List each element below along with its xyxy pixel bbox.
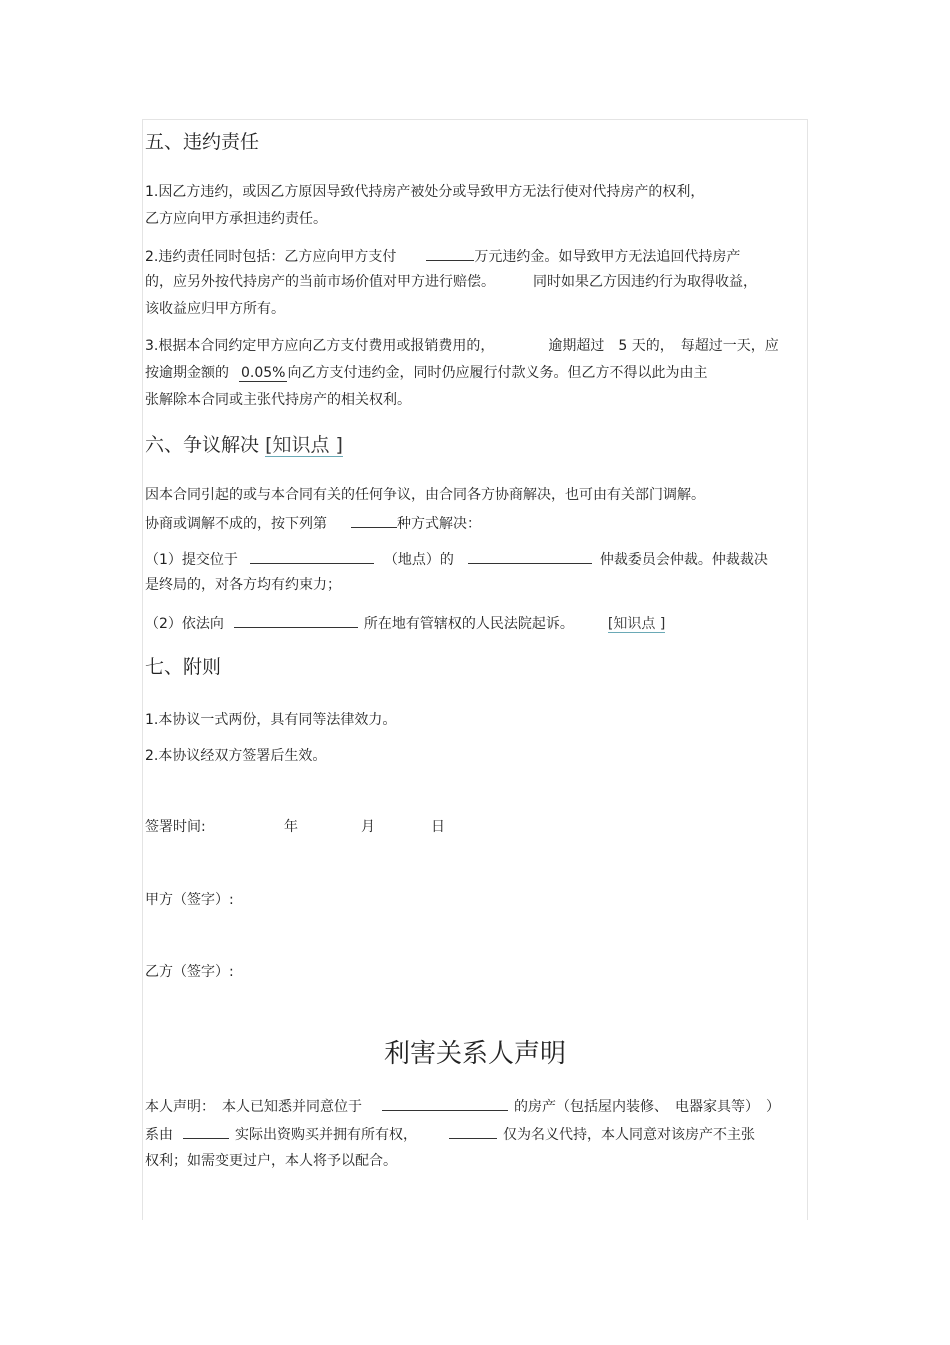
arbitration-committee-blank [468, 549, 592, 564]
declaration-text-b: 的房产（包括屋内装修、 电器家具等） ） [514, 1099, 780, 1115]
signing-day-label: 日 [431, 819, 445, 835]
declaration-text-a: 本人声明： 本人已知悉并同意位于 [145, 1099, 362, 1115]
s5-clause-2-line-1 [145, 246, 740, 266]
s6-para-text-b: 种方式解决： [397, 516, 481, 532]
s6-para-line-2 [145, 513, 481, 533]
s6-option-1-text-c: 仲裁委员会仲裁。仲裁裁决 [599, 552, 768, 568]
s5-clause-1-line-2: 乙方应向甲方承担违约责任。 [145, 211, 327, 227]
s6-option-2-text-a: （2）依法向 [145, 616, 224, 632]
s5-clause-3-line-3: 张解除本合同或主张代持房产的相关权利。 [145, 392, 411, 408]
s5-clause-3-line-1 [145, 337, 779, 355]
s6-para-line-1: 因本合同引起的或与本合同有关的任何争议，由合同各方协商解决，也可由有关部门调解。 [145, 487, 705, 503]
penalty-amount-blank [426, 246, 474, 261]
s6-option-2-line [145, 613, 665, 633]
s5-clause-3-text-d: 向乙方支付违约金，同时仍应履行付款义务。但乙方不得以此为由主 [287, 365, 708, 381]
owner-name-blank [183, 1124, 229, 1139]
nominee-name-blank [449, 1124, 497, 1139]
section-6-heading-row [145, 433, 343, 457]
s7-clause-2: 2.本协议经双方签署后生效。 [145, 748, 327, 764]
s5-clause-3-text-a: 3.根据本合同约定甲方应向乙方支付费用或报销费用的， [145, 338, 495, 354]
declaration-text-c: 系由 [145, 1127, 173, 1143]
s6-option-2-text-b: 所在地有管辖权的人民法院起诉。 [363, 616, 574, 632]
s6-option-1-text-b: （地点）的 [383, 552, 454, 568]
party-a-signature-label: 甲方（签字）: [145, 892, 234, 908]
signing-year-label: 年 [284, 819, 298, 835]
property-location-blank [382, 1096, 508, 1111]
s5-clause-3-line-2 [145, 364, 707, 382]
section-6-heading: 六、争议解决 [145, 434, 260, 456]
s5-clause-3-text-c: 按逾期金额的 [145, 365, 229, 381]
section-5-heading: 五、违约责任 [145, 131, 260, 153]
declaration-text-e: 仅为名义代持，本人同意对该房产不主张 [503, 1127, 755, 1143]
declaration-line-1 [145, 1096, 780, 1116]
s5-clause-3-text-b: 逾期超过 5 天的， 每超过一天，应 [548, 338, 779, 354]
declaration-title: 利害关系人声明 [383, 1039, 566, 1069]
method-number-blank [351, 513, 397, 528]
late-fee-rate: 0.05% [241, 365, 286, 381]
section-7-heading: 七、附则 [145, 656, 222, 678]
knowledge-point-link-2[interactable]: [知识点 ] [607, 616, 666, 632]
s5-clause-2-line-3: 该收益应归甲方所有。 [145, 301, 285, 317]
s5-clause-2-text-a: 2.违约责任同时包括：乙方应向甲方支付 [145, 249, 397, 265]
s6-para-text-a: 协商或调解不成的，按下列第 [145, 516, 327, 532]
court-location-blank [234, 613, 358, 628]
s5-clause-1-line-1: 1.因乙方违约，或因乙方原因导致代持房产被处分或导致甲方无法行使对代持房产的权利， [145, 184, 705, 200]
s5-clause-2-text-c: 的，应另外按代持房产的当前市场价值对甲方进行赔偿。 [145, 274, 495, 290]
s6-option-1-line-2: 是终局的，对各方均有约束力； [145, 577, 341, 593]
declaration-text-d: 实际出资购买并拥有所有权， [235, 1127, 417, 1143]
declaration-line-2 [145, 1124, 755, 1144]
s6-option-1-line-1 [145, 549, 768, 569]
party-b-signature-label: 乙方（签字）: [145, 964, 234, 980]
s7-clause-1: 1.本协议一式两份，具有同等法律效力。 [145, 712, 397, 728]
s5-clause-2-text-b: 万元违约金。如导致甲方无法追回代持房产 [474, 249, 741, 265]
declaration-line-3: 权利；如需变更过户，本人将予以配合。 [145, 1153, 397, 1169]
knowledge-point-link[interactable]: [知识点 ] [265, 434, 343, 456]
signing-time-label: 签署时间: [145, 819, 206, 835]
s6-option-1-text-a: （1）提交位于 [145, 552, 238, 568]
arbitration-location-blank [250, 549, 374, 564]
s5-clause-2-text-d: 同时如果乙方因违约行为取得收益， [533, 274, 757, 290]
s5-clause-2-line-2 [145, 273, 757, 291]
signing-month-label: 月 [361, 819, 375, 835]
